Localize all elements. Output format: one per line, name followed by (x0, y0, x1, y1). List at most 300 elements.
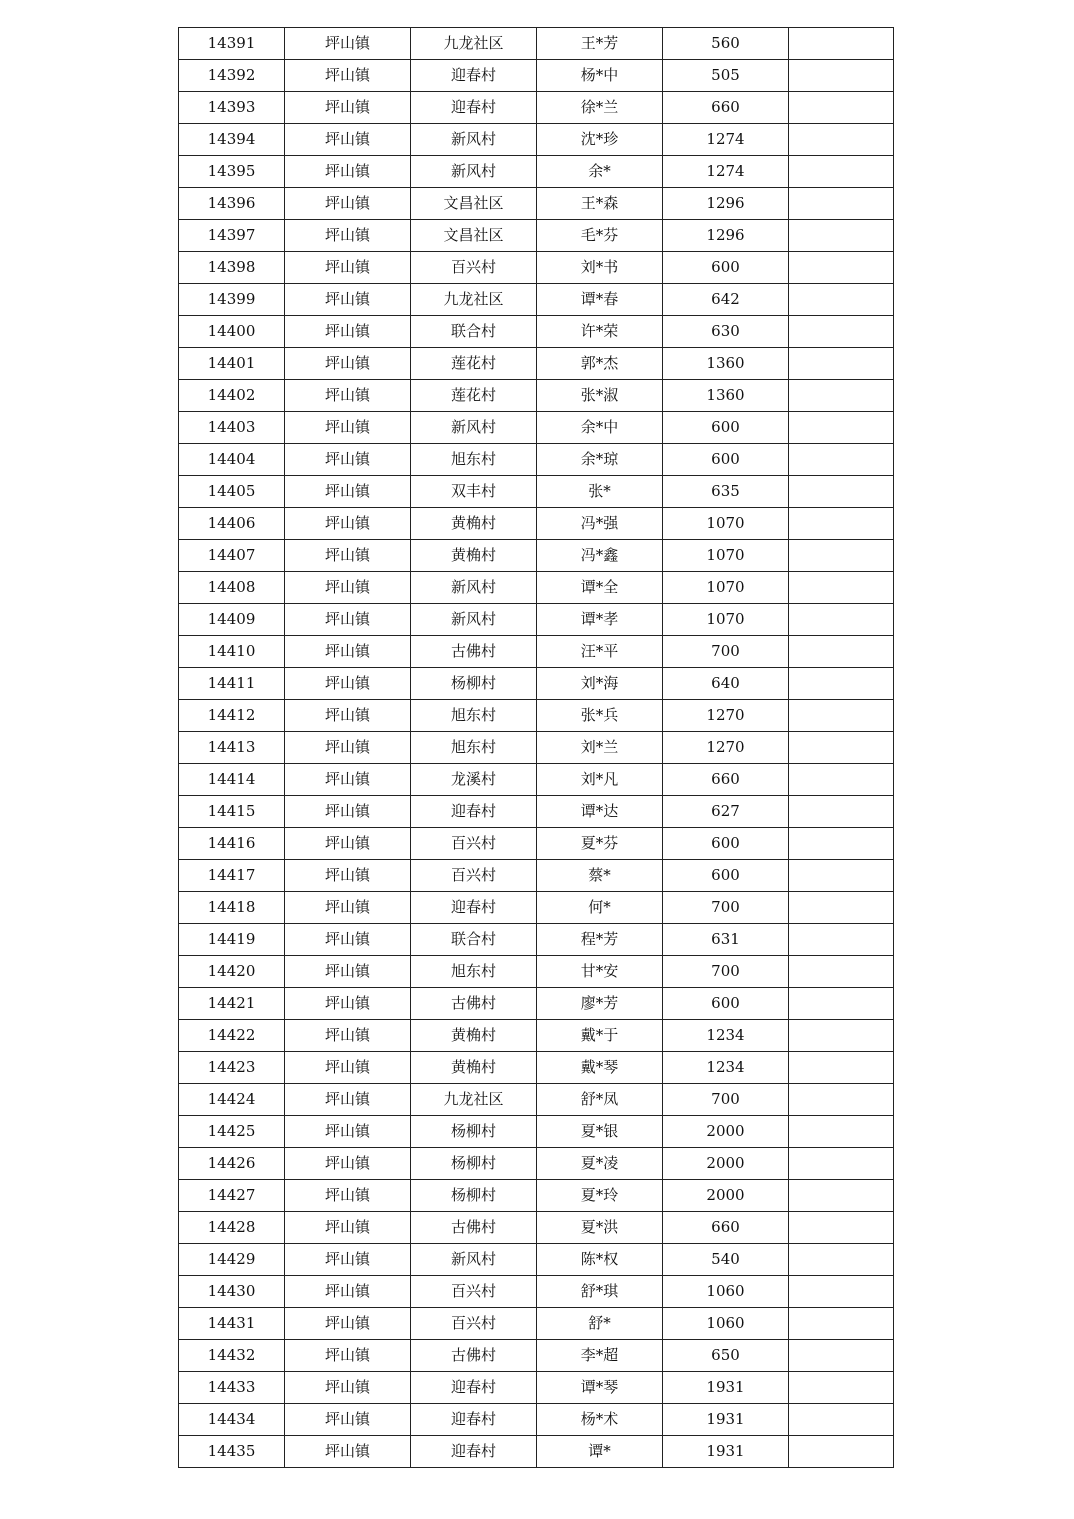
town-cell: 坪山镇 (285, 188, 411, 220)
row-number-cell: 14425 (179, 1116, 285, 1148)
table-row (179, 828, 894, 860)
town-cell: 坪山镇 (285, 732, 411, 764)
table-row (179, 1372, 894, 1404)
note-cell (789, 828, 894, 860)
person-name-cell: 余* (537, 156, 663, 188)
amount-cell: 600 (663, 988, 789, 1020)
amount-cell: 2000 (663, 1180, 789, 1212)
note-cell (789, 316, 894, 348)
row-number-cell: 14396 (179, 188, 285, 220)
person-name-cell: 夏*洪 (537, 1212, 663, 1244)
table-row (179, 284, 894, 316)
note-cell (789, 92, 894, 124)
note-cell (789, 60, 894, 92)
table-row (179, 156, 894, 188)
village-cell: 莲花村 (411, 348, 537, 380)
amount-cell: 627 (663, 796, 789, 828)
village-cell: 黄桷村 (411, 1020, 537, 1052)
table-row (179, 1052, 894, 1084)
person-name-cell: 舒*琪 (537, 1276, 663, 1308)
person-name-cell: 刘*海 (537, 668, 663, 700)
note-cell (789, 636, 894, 668)
village-cell: 百兴村 (411, 1308, 537, 1340)
table-row (179, 860, 894, 892)
table-row (179, 700, 894, 732)
town-cell: 坪山镇 (285, 1148, 411, 1180)
table-row (179, 316, 894, 348)
note-cell (789, 1308, 894, 1340)
town-cell: 坪山镇 (285, 60, 411, 92)
note-cell (789, 1404, 894, 1436)
note-cell (789, 1436, 894, 1468)
row-number-cell: 14433 (179, 1372, 285, 1404)
row-number-cell: 14393 (179, 92, 285, 124)
row-number-cell: 14391 (179, 28, 285, 60)
person-name-cell: 汪*平 (537, 636, 663, 668)
village-cell: 新风村 (411, 124, 537, 156)
row-number-cell: 14413 (179, 732, 285, 764)
amount-cell: 1060 (663, 1276, 789, 1308)
town-cell: 坪山镇 (285, 828, 411, 860)
row-number-cell: 14407 (179, 540, 285, 572)
town-cell: 坪山镇 (285, 284, 411, 316)
amount-cell: 700 (663, 636, 789, 668)
town-cell: 坪山镇 (285, 796, 411, 828)
person-name-cell: 何* (537, 892, 663, 924)
row-number-cell: 14424 (179, 1084, 285, 1116)
person-name-cell: 谭*全 (537, 572, 663, 604)
person-name-cell: 冯*强 (537, 508, 663, 540)
town-cell: 坪山镇 (285, 764, 411, 796)
village-cell: 新风村 (411, 156, 537, 188)
person-name-cell: 许*荣 (537, 316, 663, 348)
row-number-cell: 14429 (179, 1244, 285, 1276)
person-name-cell: 谭*琴 (537, 1372, 663, 1404)
person-name-cell: 夏*凌 (537, 1148, 663, 1180)
note-cell (789, 124, 894, 156)
note-cell (789, 956, 894, 988)
table-row (179, 1084, 894, 1116)
town-cell: 坪山镇 (285, 1084, 411, 1116)
town-cell: 坪山镇 (285, 1180, 411, 1212)
person-name-cell: 李*超 (537, 1340, 663, 1372)
row-number-cell: 14419 (179, 924, 285, 956)
village-cell: 双丰村 (411, 476, 537, 508)
table-row (179, 1340, 894, 1372)
person-name-cell: 郭*杰 (537, 348, 663, 380)
note-cell (789, 1340, 894, 1372)
table-row (179, 924, 894, 956)
village-cell: 迎春村 (411, 1436, 537, 1468)
amount-cell: 2000 (663, 1148, 789, 1180)
amount-cell: 700 (663, 1084, 789, 1116)
amount-cell: 600 (663, 444, 789, 476)
note-cell (789, 988, 894, 1020)
person-name-cell: 冯*鑫 (537, 540, 663, 572)
town-cell: 坪山镇 (285, 252, 411, 284)
person-name-cell: 张*淑 (537, 380, 663, 412)
town-cell: 坪山镇 (285, 476, 411, 508)
amount-cell: 700 (663, 892, 789, 924)
village-cell: 迎春村 (411, 1372, 537, 1404)
amount-cell: 1060 (663, 1308, 789, 1340)
table-row (179, 1308, 894, 1340)
village-cell: 新风村 (411, 572, 537, 604)
row-number-cell: 14423 (179, 1052, 285, 1084)
person-name-cell: 戴*琴 (537, 1052, 663, 1084)
village-cell: 杨柳村 (411, 1180, 537, 1212)
town-cell: 坪山镇 (285, 1244, 411, 1276)
amount-cell: 560 (663, 28, 789, 60)
town-cell: 坪山镇 (285, 1308, 411, 1340)
table-row (179, 1276, 894, 1308)
row-number-cell: 14410 (179, 636, 285, 668)
village-cell: 迎春村 (411, 1404, 537, 1436)
note-cell (789, 540, 894, 572)
village-cell: 龙溪村 (411, 764, 537, 796)
amount-cell: 1931 (663, 1372, 789, 1404)
town-cell: 坪山镇 (285, 1116, 411, 1148)
person-name-cell: 张*兵 (537, 700, 663, 732)
table-row (179, 60, 894, 92)
note-cell (789, 1116, 894, 1148)
person-name-cell: 沈*珍 (537, 124, 663, 156)
amount-cell: 1234 (663, 1020, 789, 1052)
town-cell: 坪山镇 (285, 1212, 411, 1244)
town-cell: 坪山镇 (285, 892, 411, 924)
note-cell (789, 1372, 894, 1404)
town-cell: 坪山镇 (285, 1020, 411, 1052)
row-number-cell: 14435 (179, 1436, 285, 1468)
person-name-cell: 陈*权 (537, 1244, 663, 1276)
person-name-cell: 毛*芬 (537, 220, 663, 252)
person-name-cell: 谭*春 (537, 284, 663, 316)
person-name-cell: 刘*书 (537, 252, 663, 284)
row-number-cell: 14421 (179, 988, 285, 1020)
amount-cell: 505 (663, 60, 789, 92)
person-name-cell: 夏*银 (537, 1116, 663, 1148)
table-row (179, 764, 894, 796)
town-cell: 坪山镇 (285, 412, 411, 444)
person-name-cell: 王*芳 (537, 28, 663, 60)
table-row (179, 1404, 894, 1436)
table-row (179, 188, 894, 220)
town-cell: 坪山镇 (285, 668, 411, 700)
village-cell: 古佛村 (411, 636, 537, 668)
town-cell: 坪山镇 (285, 348, 411, 380)
row-number-cell: 14431 (179, 1308, 285, 1340)
table-row (179, 988, 894, 1020)
person-name-cell: 谭* (537, 1436, 663, 1468)
amount-cell: 700 (663, 956, 789, 988)
town-cell: 坪山镇 (285, 636, 411, 668)
village-cell: 百兴村 (411, 860, 537, 892)
row-number-cell: 14397 (179, 220, 285, 252)
village-cell: 黄桷村 (411, 540, 537, 572)
note-cell (789, 348, 894, 380)
table-row (179, 380, 894, 412)
town-cell: 坪山镇 (285, 1276, 411, 1308)
amount-cell: 631 (663, 924, 789, 956)
village-cell: 古佛村 (411, 1212, 537, 1244)
person-name-cell: 夏*玲 (537, 1180, 663, 1212)
row-number-cell: 14403 (179, 412, 285, 444)
amount-cell: 600 (663, 412, 789, 444)
village-cell: 迎春村 (411, 892, 537, 924)
row-number-cell: 14392 (179, 60, 285, 92)
village-cell: 古佛村 (411, 1340, 537, 1372)
row-number-cell: 14414 (179, 764, 285, 796)
person-name-cell: 余*琼 (537, 444, 663, 476)
town-cell: 坪山镇 (285, 540, 411, 572)
note-cell (789, 284, 894, 316)
amount-cell: 1274 (663, 124, 789, 156)
row-number-cell: 14395 (179, 156, 285, 188)
person-name-cell: 蔡* (537, 860, 663, 892)
amount-cell: 642 (663, 284, 789, 316)
town-cell: 坪山镇 (285, 1436, 411, 1468)
row-number-cell: 14427 (179, 1180, 285, 1212)
note-cell (789, 732, 894, 764)
amount-cell: 630 (663, 316, 789, 348)
person-name-cell: 王*森 (537, 188, 663, 220)
row-number-cell: 14422 (179, 1020, 285, 1052)
person-name-cell: 徐*兰 (537, 92, 663, 124)
amount-cell: 600 (663, 252, 789, 284)
village-cell: 新风村 (411, 604, 537, 636)
village-cell: 迎春村 (411, 796, 537, 828)
village-cell: 九龙社区 (411, 28, 537, 60)
town-cell: 坪山镇 (285, 380, 411, 412)
note-cell (789, 508, 894, 540)
town-cell: 坪山镇 (285, 508, 411, 540)
table-row (179, 476, 894, 508)
table-body (179, 28, 894, 1468)
amount-cell: 640 (663, 668, 789, 700)
person-name-cell: 张* (537, 476, 663, 508)
village-cell: 旭东村 (411, 444, 537, 476)
note-cell (789, 1020, 894, 1052)
amount-cell: 660 (663, 1212, 789, 1244)
person-name-cell: 廖*芳 (537, 988, 663, 1020)
person-name-cell: 舒* (537, 1308, 663, 1340)
note-cell (789, 156, 894, 188)
table-row (179, 1212, 894, 1244)
amount-cell: 1070 (663, 604, 789, 636)
amount-cell: 540 (663, 1244, 789, 1276)
amount-cell: 1274 (663, 156, 789, 188)
town-cell: 坪山镇 (285, 924, 411, 956)
row-number-cell: 14402 (179, 380, 285, 412)
town-cell: 坪山镇 (285, 572, 411, 604)
amount-cell: 1270 (663, 732, 789, 764)
row-number-cell: 14432 (179, 1340, 285, 1372)
town-cell: 坪山镇 (285, 1052, 411, 1084)
amount-cell: 1234 (663, 1052, 789, 1084)
row-number-cell: 14408 (179, 572, 285, 604)
amount-cell: 1360 (663, 380, 789, 412)
person-name-cell: 程*芳 (537, 924, 663, 956)
table-row (179, 572, 894, 604)
person-name-cell: 谭*孝 (537, 604, 663, 636)
town-cell: 坪山镇 (285, 124, 411, 156)
table-row (179, 412, 894, 444)
row-number-cell: 14416 (179, 828, 285, 860)
person-name-cell: 夏*芬 (537, 828, 663, 860)
note-cell (789, 604, 894, 636)
town-cell: 坪山镇 (285, 988, 411, 1020)
note-cell (789, 764, 894, 796)
table-row (179, 956, 894, 988)
table-row (179, 1116, 894, 1148)
amount-cell: 1070 (663, 572, 789, 604)
note-cell (789, 796, 894, 828)
town-cell: 坪山镇 (285, 156, 411, 188)
table-row (179, 508, 894, 540)
row-number-cell: 14415 (179, 796, 285, 828)
note-cell (789, 252, 894, 284)
note-cell (789, 220, 894, 252)
village-cell: 九龙社区 (411, 284, 537, 316)
amount-cell: 660 (663, 764, 789, 796)
person-name-cell: 谭*达 (537, 796, 663, 828)
row-number-cell: 14394 (179, 124, 285, 156)
row-number-cell: 14406 (179, 508, 285, 540)
note-cell (789, 188, 894, 220)
note-cell (789, 1180, 894, 1212)
village-cell: 联合村 (411, 924, 537, 956)
note-cell (789, 1052, 894, 1084)
note-cell (789, 700, 894, 732)
row-number-cell: 14430 (179, 1276, 285, 1308)
note-cell (789, 668, 894, 700)
table-row (179, 604, 894, 636)
village-cell: 文昌社区 (411, 188, 537, 220)
table-row (179, 732, 894, 764)
person-name-cell: 舒*凤 (537, 1084, 663, 1116)
person-name-cell: 戴*于 (537, 1020, 663, 1052)
amount-cell: 600 (663, 860, 789, 892)
village-cell: 百兴村 (411, 1276, 537, 1308)
village-cell: 新风村 (411, 1244, 537, 1276)
note-cell (789, 412, 894, 444)
table-row (179, 444, 894, 476)
amount-cell: 1070 (663, 540, 789, 572)
note-cell (789, 1276, 894, 1308)
town-cell: 坪山镇 (285, 1340, 411, 1372)
amount-cell: 600 (663, 828, 789, 860)
amount-cell: 635 (663, 476, 789, 508)
village-cell: 旭东村 (411, 700, 537, 732)
amount-cell: 1931 (663, 1404, 789, 1436)
village-cell: 杨柳村 (411, 1148, 537, 1180)
table-row (179, 348, 894, 380)
village-cell: 百兴村 (411, 828, 537, 860)
note-cell (789, 28, 894, 60)
village-cell: 迎春村 (411, 60, 537, 92)
row-number-cell: 14418 (179, 892, 285, 924)
data-table (178, 27, 894, 1468)
village-cell: 九龙社区 (411, 1084, 537, 1116)
town-cell: 坪山镇 (285, 92, 411, 124)
note-cell (789, 860, 894, 892)
row-number-cell: 14404 (179, 444, 285, 476)
table-row (179, 252, 894, 284)
note-cell (789, 1084, 894, 1116)
note-cell (789, 924, 894, 956)
village-cell: 杨柳村 (411, 1116, 537, 1148)
village-cell: 黄桷村 (411, 508, 537, 540)
note-cell (789, 1212, 894, 1244)
village-cell: 莲花村 (411, 380, 537, 412)
amount-cell: 1296 (663, 220, 789, 252)
table-row (179, 1436, 894, 1468)
amount-cell: 650 (663, 1340, 789, 1372)
row-number-cell: 14401 (179, 348, 285, 380)
row-number-cell: 14417 (179, 860, 285, 892)
village-cell: 迎春村 (411, 92, 537, 124)
table-row (179, 220, 894, 252)
village-cell: 古佛村 (411, 988, 537, 1020)
town-cell: 坪山镇 (285, 1404, 411, 1436)
table-row (179, 892, 894, 924)
town-cell: 坪山镇 (285, 1372, 411, 1404)
note-cell (789, 572, 894, 604)
person-name-cell: 余*中 (537, 412, 663, 444)
person-name-cell: 杨*中 (537, 60, 663, 92)
table-row (179, 1244, 894, 1276)
table-row (179, 1148, 894, 1180)
person-name-cell: 刘*凡 (537, 764, 663, 796)
town-cell: 坪山镇 (285, 860, 411, 892)
village-cell: 杨柳村 (411, 668, 537, 700)
person-name-cell: 杨*术 (537, 1404, 663, 1436)
row-number-cell: 14398 (179, 252, 285, 284)
town-cell: 坪山镇 (285, 700, 411, 732)
amount-cell: 1931 (663, 1436, 789, 1468)
table-row (179, 1020, 894, 1052)
note-cell (789, 444, 894, 476)
table-row (179, 540, 894, 572)
row-number-cell: 14399 (179, 284, 285, 316)
person-name-cell: 刘*兰 (537, 732, 663, 764)
town-cell: 坪山镇 (285, 444, 411, 476)
village-cell: 黄桷村 (411, 1052, 537, 1084)
town-cell: 坪山镇 (285, 316, 411, 348)
town-cell: 坪山镇 (285, 220, 411, 252)
row-number-cell: 14405 (179, 476, 285, 508)
row-number-cell: 14409 (179, 604, 285, 636)
table-row (179, 124, 894, 156)
village-cell: 旭东村 (411, 732, 537, 764)
note-cell (789, 892, 894, 924)
village-cell: 文昌社区 (411, 220, 537, 252)
row-number-cell: 14411 (179, 668, 285, 700)
table-row (179, 636, 894, 668)
amount-cell: 1360 (663, 348, 789, 380)
amount-cell: 1270 (663, 700, 789, 732)
table-row (179, 796, 894, 828)
row-number-cell: 14420 (179, 956, 285, 988)
town-cell: 坪山镇 (285, 604, 411, 636)
note-cell (789, 476, 894, 508)
table-row (179, 92, 894, 124)
village-cell: 联合村 (411, 316, 537, 348)
row-number-cell: 14434 (179, 1404, 285, 1436)
table-row (179, 28, 894, 60)
amount-cell: 1070 (663, 508, 789, 540)
amount-cell: 2000 (663, 1116, 789, 1148)
